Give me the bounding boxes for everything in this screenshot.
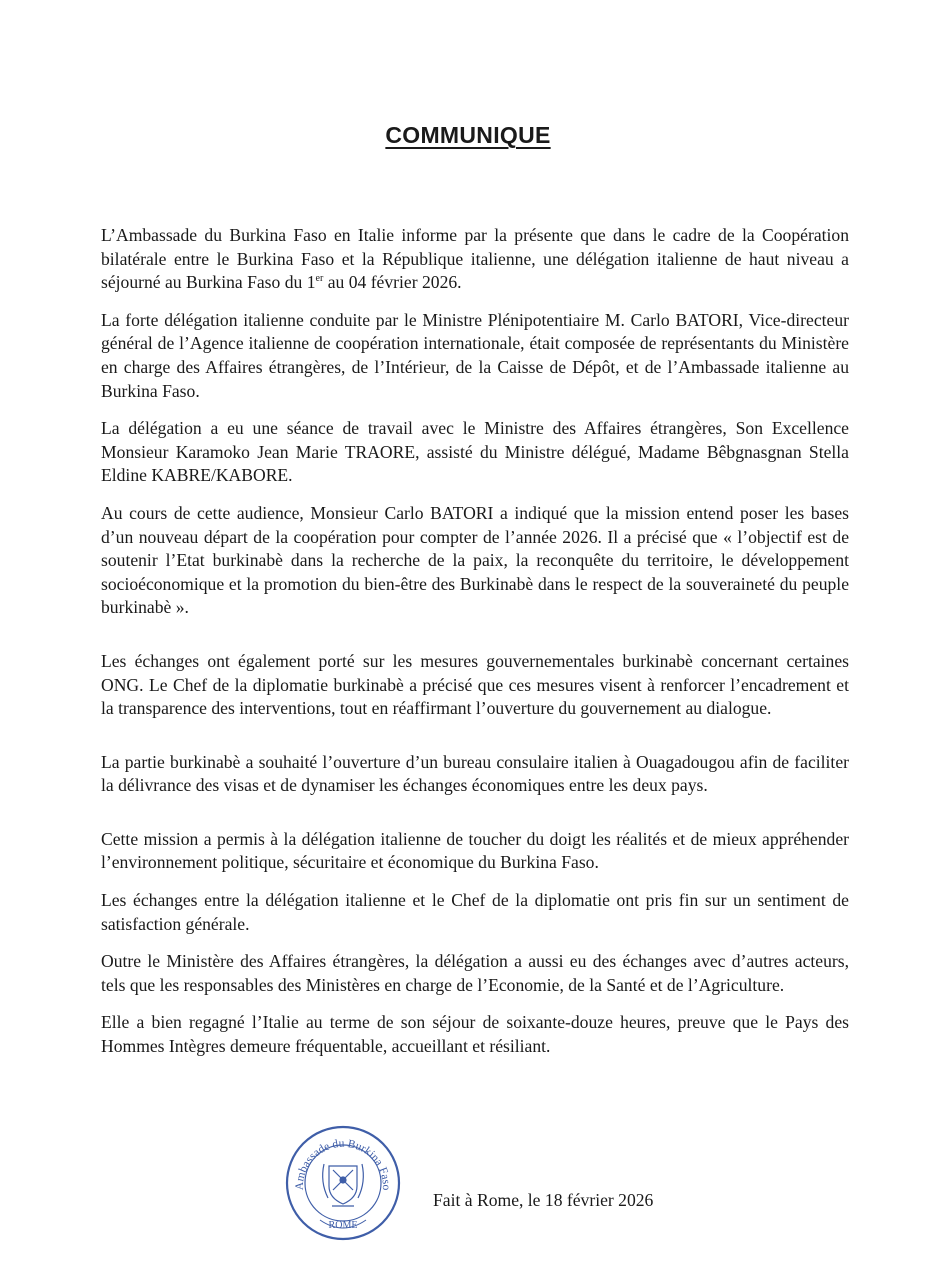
- paragraph-5: Les échanges ont également porté sur les mesures gouvernementales burkinabè concernant certaines ONG. Le Chef de la diplomatie burkinabè a précisé que ces mesures visent à renforcer l’encadrement et la transparence des interventions, tout en réaffirmant l’ouverture du gouvernement au dialogue.: [101, 650, 849, 719]
- paragraph-3: La délégation a eu une séance de travail avec le Ministre des Affaires étrangères, Son Excellence Monsieur Karamoko Jean Marie TRAORE, assisté du Ministre délégué, Madame Bêbgnasgnan Stella Eldine KABRE/KABORE.: [101, 418, 849, 486]
- coat-of-arms-icon: [323, 1164, 364, 1206]
- document-body: [101, 224, 849, 1059]
- embassy-seal-stamp: [284, 1124, 402, 1242]
- paragraph-2: La forte délégation italienne conduite par le Ministre Plénipotentiaire M. Carlo BATORI, Vice-directeur général de l’Agence italienne de coopération internationale, était composée de représentants du Ministère en charge des Affaires étrangères, de l’Intérieur, de la Caisse de Dépôt, et de l’Ambassade italienne au Burkina Faso.: [101, 309, 849, 401]
- paragraph-9: Outre le Ministère des Affaires étrangères, la délégation a aussi eu des échanges avec d’autres acteurs, tels que les responsables des Ministères en charge de l’Economie, de la Santé et de l’Agriculture.: [101, 951, 849, 995]
- document-title: [0, 122, 936, 149]
- signature-place-date: Fait à Rome, le 18 février 2026: [433, 1190, 654, 1210]
- document-title-text: COMMUNIQUE: [385, 122, 551, 148]
- paragraph-7: Cette mission a permis à la délégation italienne de toucher du doigt les réalités et de mieux appréhender l’environnement politique, sécuritaire et économique du Burkina Faso.: [101, 828, 849, 873]
- seal-city-text: ROME: [328, 1220, 358, 1231]
- ordinal-suffix: er: [315, 273, 324, 285]
- paragraph-10: Elle a bien regagné l’Italie au terme de son séjour de soixante-douze heures, preuve que le Pays des Hommes Intègres demeure fréquentable, accueillant et résiliant.: [101, 1012, 849, 1057]
- seal-ring-text: Ambassade du Burkina Faso: [293, 1137, 393, 1191]
- paragraph-6: La partie burkinabè a souhaité l’ouverture d’un bureau consulaire italien à Ouagadougou afin de faciliter la délivrance des visas et de dynamiser les échanges économiques entre les deux pays.: [101, 751, 849, 796]
- paragraph-8: Les échanges entre la délégation italienne et le Chef de la diplomatie ont pris fin sur un sentiment de satisfaction générale.: [101, 890, 849, 934]
- paragraph-4: Au cours de cette audience, Monsieur Carlo BATORI a indiqué que la mission entend poser les bases d’un nouveau départ de la coopération pour compter de l’année 2026. Il a précisé que « l’objectif est de soutenir l’Etat burkinabè dans la recherche de la paix, la reconquête du territoire, le développement socioéconomique et la promotion du bien-être des Burkinabè dans le respect de la souveraineté du peuple burkinabè ».: [101, 502, 849, 618]
- paragraph-1: L’Ambassade du Burkina Faso en Italie informe par la présente que dans le cadre de la Coopération bilatérale entre le Burkina Faso et la République italienne, une délégation italienne de haut niveau a séjourné au Burkina Faso du 1er au 04 février 2026.: [101, 225, 849, 293]
